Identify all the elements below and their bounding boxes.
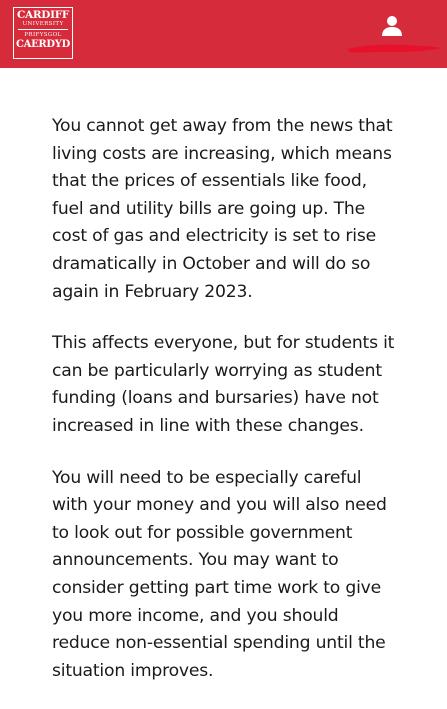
paragraph-3: You will need to be especially careful with your money and you will also need to look out for possible government announcements. You may want to consider getting part time work to give you more income, and you should reduce non-essential spending until the situation improves. [52, 467, 387, 681]
logo-line-2: UNIVERSITY [18, 21, 68, 30]
paragraph-2: This affects everyone, but for students it can be particularly worrying as student funding (loans and bursaries) have not increased in line with these changes. [52, 333, 395, 436]
user-account-button[interactable] [380, 14, 404, 38]
logo-line-4: CAERDYD [15, 39, 71, 50]
top-bar [0, 0, 447, 68]
article-body [52, 113, 397, 709]
logo-line-1: CARDIFF [16, 9, 70, 21]
logo-line-3: PRIFYSGOL [24, 32, 62, 38]
user-icon [380, 14, 404, 38]
cardiff-university-logo[interactable] [13, 7, 73, 59]
redaction-scribble [344, 40, 444, 58]
paragraph-1: You cannot get away from the news that living costs are increasing, which means that the prices of essentials like food, fuel and utility bills are going up. The cost of gas and electricity is set to rise dramatically in October and will do so again in February 2023. [52, 116, 393, 302]
